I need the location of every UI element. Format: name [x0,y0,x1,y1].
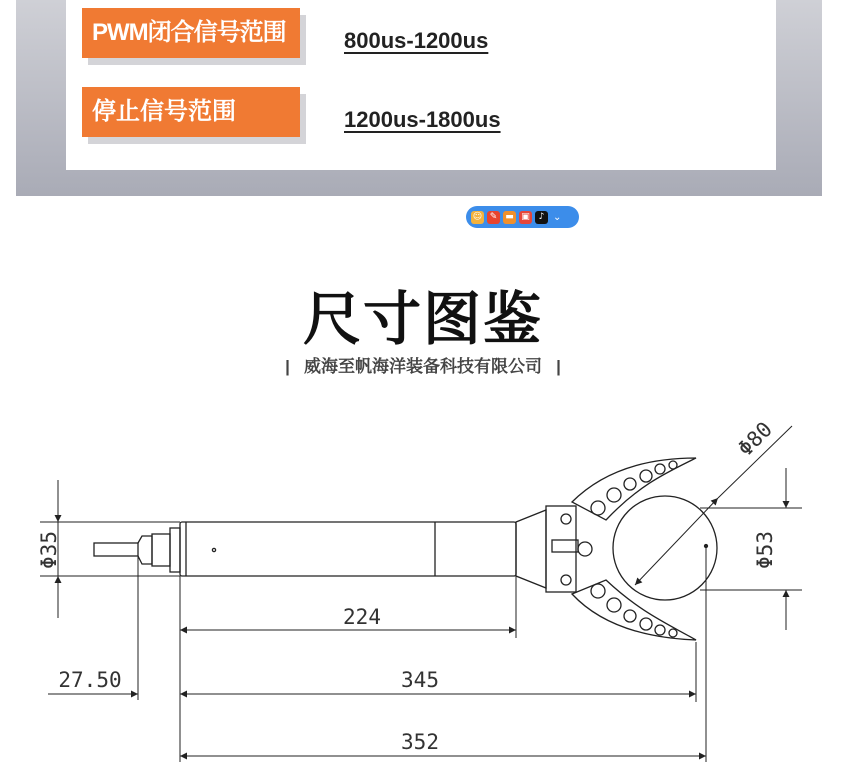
connector-plug [94,543,138,556]
app-icon-3[interactable]: ▬ [503,211,516,224]
dim-connector-length: 27.50 [58,668,122,692]
connector-nut [138,536,152,564]
spec-label-stop: 停止信号范围 [82,87,300,137]
dim-overall-length: 352 [401,730,439,754]
dim-body-length: 224 [343,605,381,629]
floating-share-toolbar[interactable] [466,206,579,228]
section-title: 尺寸图鉴 [302,287,543,352]
subtitle-bar-right: | [556,357,561,376]
grip-circle [613,496,717,600]
body-tube [180,522,516,576]
dim-body-diameter: Φ35 [37,531,61,569]
app-icon-1[interactable]: ☺ [472,211,483,222]
head-taper [516,510,546,588]
connector-flange [170,528,180,572]
tiktok-icon[interactable]: ♪ [535,211,548,224]
dimension-drawing [0,380,846,782]
subtitle-bar-left: | [285,357,290,376]
app-icon-2[interactable]: ✎ [487,211,500,224]
section-subtitle [0,352,846,377]
jaw-holes [591,461,677,637]
connector-collar [152,534,170,566]
chevron-down-icon[interactable]: ⌄ [553,211,562,223]
dim-opening-diameter: Φ53 [753,531,777,569]
dim-total-length: 345 [401,668,439,692]
spec-value-stop: 1200us-1800us [344,107,501,132]
dim-claw-diameter: Φ80 [733,417,777,461]
spec-value-pwm: 800us-1200us [344,28,489,53]
spec-label-pwm: PWM闭合信号范围 [82,8,300,58]
app-icon-4[interactable]: ▣ [519,211,532,224]
company-name: 威海至帆海洋装备科技有限公司 [304,357,542,376]
